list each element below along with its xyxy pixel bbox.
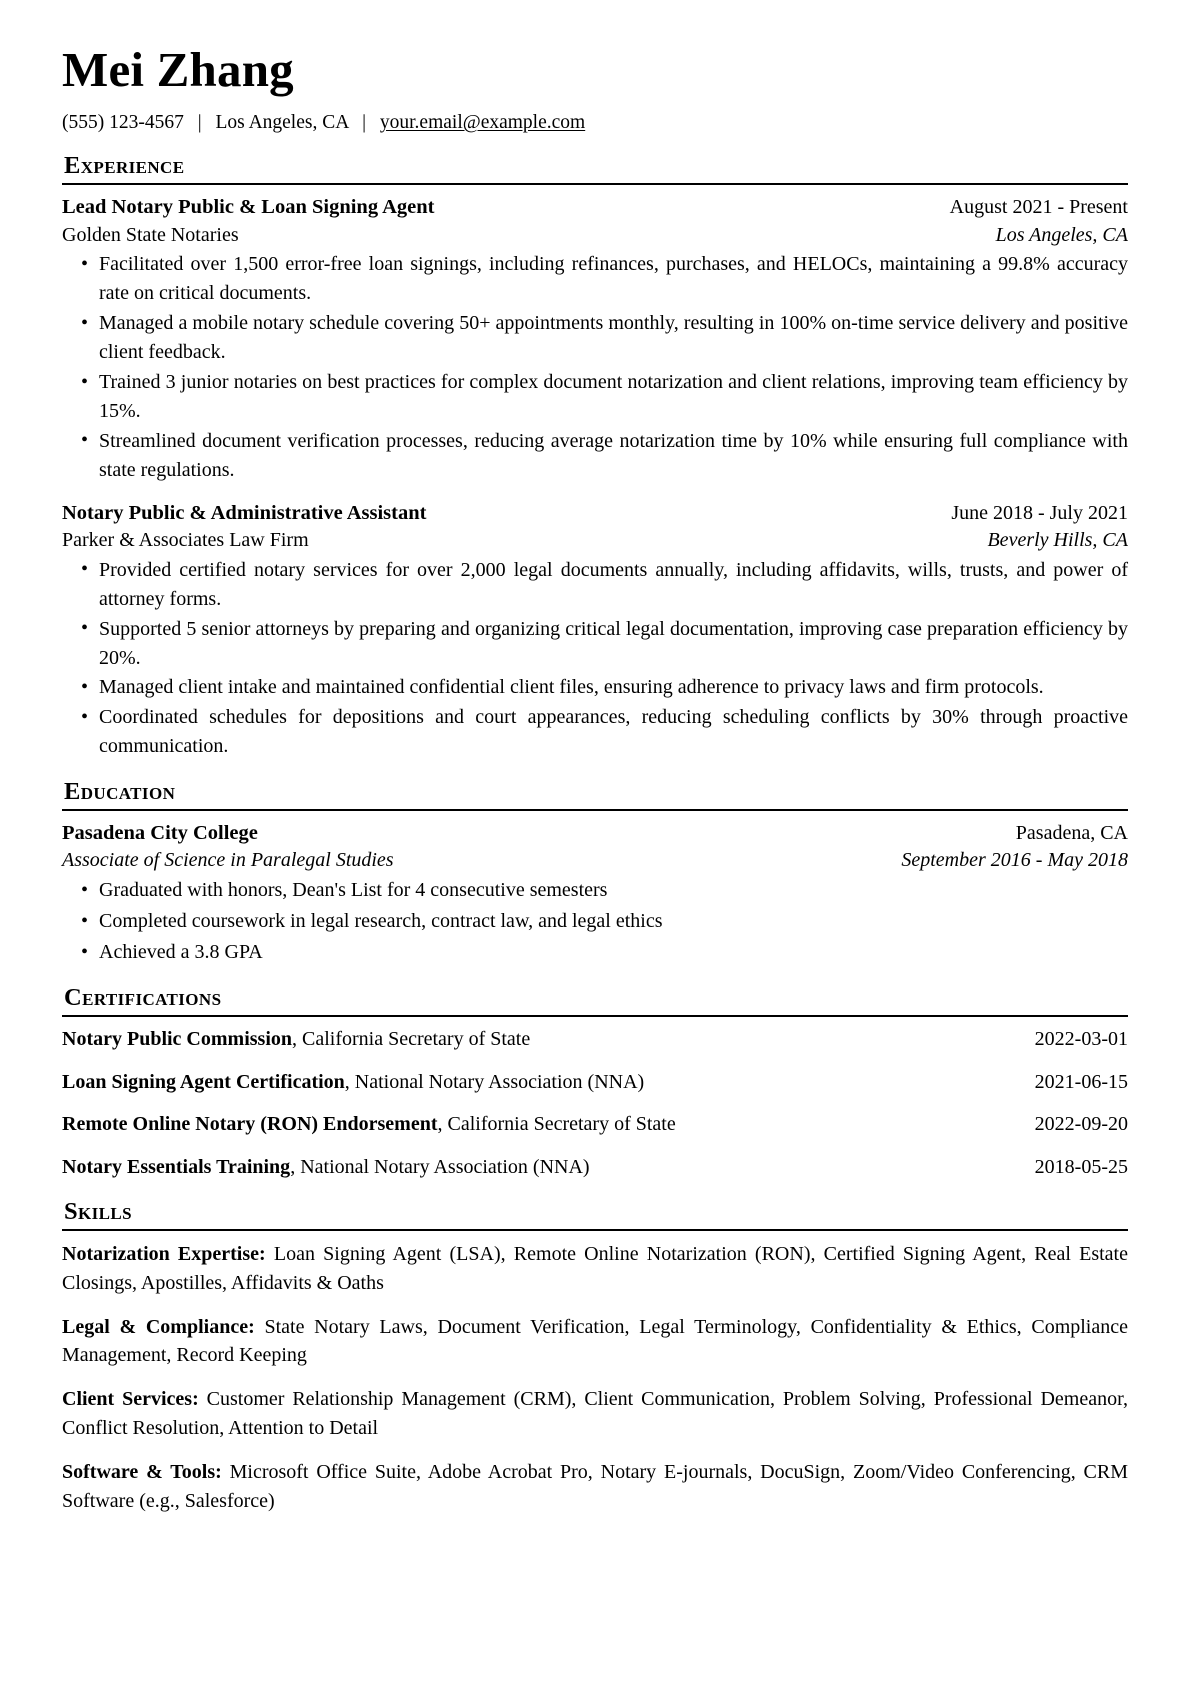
skill-row <box>62 1313 1128 1371</box>
skill-row <box>62 1385 1128 1443</box>
employer-name: Parker & Associates Law Firm <box>62 529 309 552</box>
resume-header <box>62 44 1128 135</box>
certification-date: 2022-03-01 <box>1034 1027 1128 1050</box>
job-location: Los Angeles, CA <box>995 223 1128 246</box>
certifications-section <box>62 984 1128 1181</box>
experience-entry-subheader <box>62 527 1128 554</box>
certification-text <box>62 1154 608 1181</box>
job-bullet-list <box>62 556 1128 761</box>
phone-number: (555) 123-4567 <box>62 111 184 133</box>
skills-section <box>62 1198 1128 1515</box>
job-bullet: • Managed a mobile notary schedule covering 50+ appointments monthly, resulting in 100% on-time service delivery and positive client feedback. <box>62 309 1128 367</box>
skill-row <box>62 1240 1128 1298</box>
certification-date: 2018-05-25 <box>1034 1156 1128 1179</box>
job-date-range: June 2018 - July 2021 <box>951 501 1128 524</box>
certification-row <box>62 1026 1128 1053</box>
job-bullet: • Trained 3 junior notaries on best practices for complex document notarization and client relations, improving team efficiency by 15%. <box>62 368 1128 426</box>
certification-date: 2022-09-20 <box>1034 1113 1128 1136</box>
section-divider <box>62 1229 1128 1231</box>
certification-name: Remote Online Notary (RON) Endorsement <box>62 1113 438 1136</box>
experience-entry <box>62 194 1128 484</box>
section-divider <box>62 1015 1128 1017</box>
section-divider <box>62 809 1128 811</box>
certification-issuer: , California Secretary of State <box>437 1113 676 1136</box>
skill-items: Microsoft Office Suite, Adobe Acrobat Pro, Notary E-journals, DocuSign, Zoom/Video Conferencing, CRM Software (e.g., Salesforce) <box>62 1460 1128 1512</box>
education-bullet-list <box>62 876 1128 967</box>
job-bullet-list <box>62 250 1128 484</box>
certification-text <box>62 1111 694 1138</box>
school-location: Pasadena, CA <box>1015 822 1128 845</box>
certification-row <box>62 1111 1128 1138</box>
education-bullet: • Graduated with honors, Dean's List for 4 consecutive semesters <box>62 876 1128 905</box>
certification-issuer: , National Notary Association (NNA) <box>290 1156 590 1179</box>
skill-category-label: Legal & Compliance: <box>62 1315 255 1338</box>
certification-name: Loan Signing Agent Certification <box>62 1070 345 1093</box>
section-heading-skills: Skills <box>64 1198 132 1226</box>
skill-items: Loan Signing Agent (LSA), Remote Online Notarization (RON), Certified Signing Agent, Real Estate Closings, Apostilles, Affidavits & Oaths <box>62 1242 1128 1294</box>
section-divider <box>62 183 1128 185</box>
job-bullet: • Provided certified notary services for over 2,000 legal documents annually, including affidavits, wills, trusts, and power of attorney forms. <box>62 556 1128 614</box>
certification-text <box>62 1026 548 1053</box>
degree-name: Associate of Science in Paralegal Studies <box>62 849 394 872</box>
experience-entry-header <box>62 500 1128 527</box>
certification-text <box>62 1069 662 1096</box>
experience-entry-subheader <box>62 222 1128 249</box>
experience-entry-header <box>62 194 1128 221</box>
education-entry-subheader <box>62 847 1128 874</box>
skill-category-label: Software & Tools: <box>62 1460 222 1483</box>
contact-separator: | <box>197 111 202 133</box>
job-title: Notary Public & Administrative Assistant <box>62 501 427 524</box>
skill-category-label: Notarization Expertise: <box>62 1242 266 1265</box>
certification-name: Notary Public Commission <box>62 1027 292 1050</box>
education-bullet: • Completed coursework in legal research, contract law, and legal ethics <box>62 907 1128 936</box>
experience-entry <box>62 500 1128 762</box>
certification-name: Notary Essentials Training <box>62 1156 291 1179</box>
section-heading-experience: Experience <box>64 152 185 180</box>
job-bullet: • Supported 5 senior attorneys by preparing and organizing critical legal documentation, improving case preparation efficiency by 20%. <box>62 615 1128 673</box>
job-location: Beverly Hills, CA <box>987 529 1128 552</box>
contact-location: Los Angeles, CA <box>215 111 349 133</box>
experience-section <box>62 152 1128 761</box>
education-entry-header <box>62 820 1128 847</box>
job-bullet: • Streamlined document verification processes, reducing average notarization time by 10% while ensuring full compliance with state regulations. <box>62 427 1128 485</box>
certification-date: 2021-06-15 <box>1034 1070 1128 1093</box>
skill-items: State Notary Laws, Document Verification, Legal Terminology, Confidentiality & Ethics, Compliance Management, Record Keeping <box>62 1315 1128 1367</box>
certification-row <box>62 1069 1128 1096</box>
certification-issuer: , National Notary Association (NNA) <box>344 1070 645 1093</box>
certification-issuer: , California Secretary of State <box>292 1027 531 1050</box>
section-heading-certifications: Certifications <box>64 983 222 1011</box>
section-heading-education: Education <box>64 778 176 806</box>
skill-items: Customer Relationship Management (CRM), Client Communication, Problem Solving, Professional Demeanor, Conflict Resolution, Attention to Detail <box>62 1388 1128 1439</box>
contact-line <box>62 110 1128 135</box>
job-title: Lead Notary Public & Loan Signing Agent <box>62 196 435 219</box>
skill-row <box>62 1458 1128 1516</box>
job-bullet: • Coordinated schedules for depositions and court appearances, reducing scheduling conflicts by 30% through proactive communication. <box>62 703 1128 761</box>
education-bullet: • Achieved a 3.8 GPA <box>62 938 1128 967</box>
education-entry <box>62 820 1128 967</box>
job-bullet: • Managed client intake and maintained confidential client files, ensuring adherence to privacy laws and firm protocols. <box>62 673 1128 702</box>
email-address[interactable]: your.email@example.com <box>379 111 586 133</box>
contact-separator: | <box>362 111 367 133</box>
education-section <box>62 778 1128 967</box>
job-date-range: August 2021 - Present <box>949 196 1128 219</box>
education-date-range: September 2016 - May 2018 <box>901 849 1128 872</box>
employer-name: Golden State Notaries <box>62 223 239 246</box>
skill-category-label: Client Services: <box>62 1388 199 1411</box>
job-bullet: • Facilitated over 1,500 error-free loan signings, including refinances, purchases, and HELOCs, maintaining a 99.8% accuracy rate on critical documents. <box>62 250 1128 308</box>
candidate-name: Mei Zhang <box>62 42 294 97</box>
school-name: Pasadena City College <box>62 822 258 845</box>
certification-row <box>62 1154 1128 1181</box>
